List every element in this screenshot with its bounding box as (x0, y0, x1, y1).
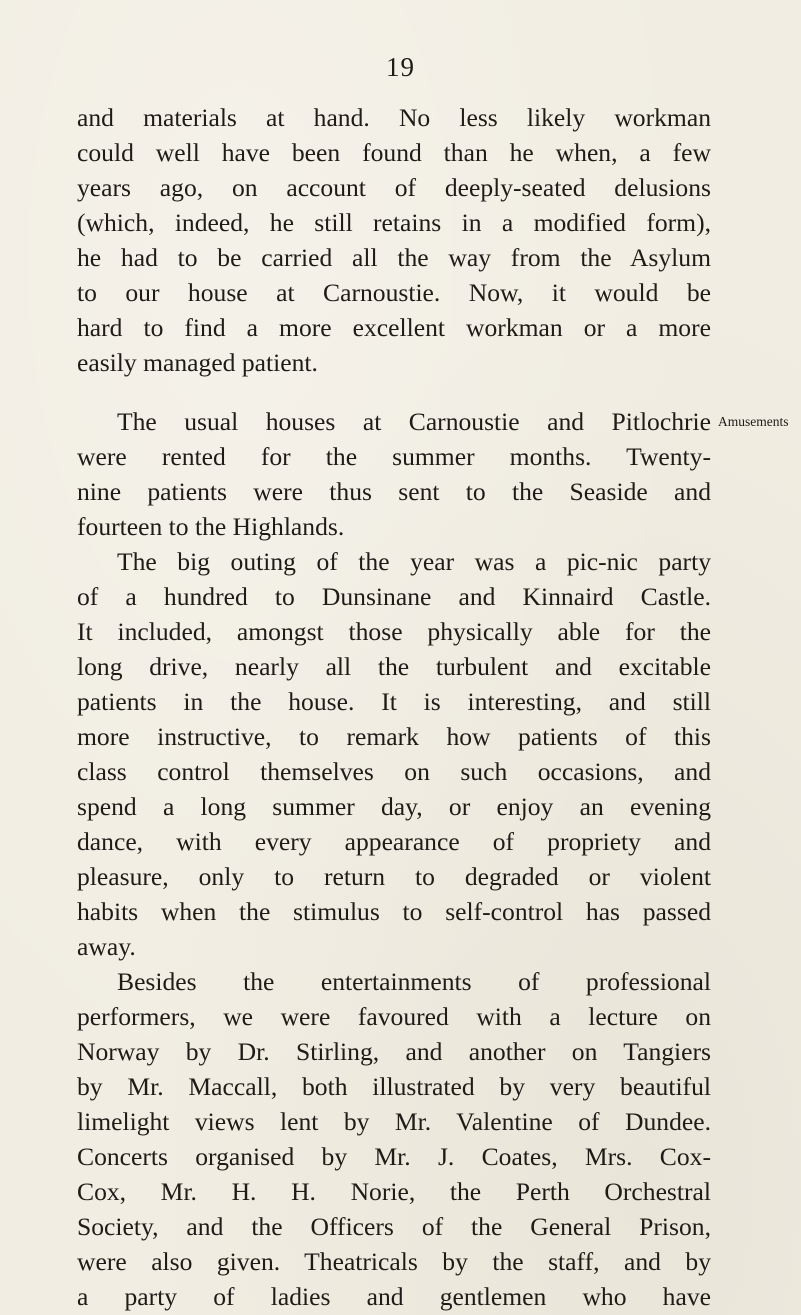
text-line: It included, amongst those physically able for the (77, 617, 711, 646)
text-line: were rented for the summer months. Twenty- (77, 442, 711, 471)
text-line: away. (77, 932, 136, 961)
margin-note: Amusements (718, 414, 789, 429)
text-line: nine patients were thus sent to the Seaside and (77, 477, 711, 506)
text-line: Concerts organised by Mr. J. Coates, Mrs. Cox- (77, 1142, 711, 1171)
text-line: The big outing of the year was a pic-nic party (117, 547, 711, 576)
text-line: Norway by Dr. Stirling, and another on Tangiers (77, 1037, 711, 1066)
text-line: of a hundred to Dunsinane and Kinnaird Castle. (77, 582, 711, 611)
text-line: spend a long summer day, or enjoy an evening (77, 792, 711, 821)
text-line: by Mr. Maccall, both illustrated by very beautiful (77, 1072, 711, 1101)
text-line: to our house at Carnoustie. Now, it would be (77, 278, 711, 307)
text-line: hard to find a more excellent workman or a more (77, 313, 711, 342)
text-line: pleasure, only to return to degraded or violent (77, 862, 711, 891)
text-line: easily managed patient. (77, 348, 318, 377)
text-line: and materials at hand. No less likely workman (77, 103, 711, 132)
text-line: could well have been found than he when, a few (77, 138, 711, 167)
text-line: class control themselves on such occasions, and (77, 757, 711, 786)
page-number: 19 (386, 52, 415, 82)
text-line: long drive, nearly all the turbulent and excitable (77, 652, 711, 681)
text-line: patients in the house. It is interesting, and still (77, 687, 711, 716)
text-line: he had to be carried all the way from the Asylum (77, 243, 711, 272)
text-line: fourteen to the Highlands. (77, 512, 345, 541)
text-line: The usual houses at Carnoustie and Pitlochrie (117, 407, 711, 436)
text-line: performers, we were favoured with a lecture on (77, 1002, 711, 1031)
text-line: dance, with every appearance of propriety and (77, 827, 711, 856)
text-line: years ago, on account of deeply-seated delusions (77, 173, 711, 202)
text-line: more instructive, to remark how patients of this (77, 722, 711, 751)
text-line: (which, indeed, he still retains in a modified form), (77, 208, 711, 237)
text-line: Society, and the Officers of the General Prison, (77, 1212, 711, 1241)
text-line: a party of ladies and gentlemen who have (77, 1282, 711, 1311)
text-line: habits when the stimulus to self-control has passed (77, 897, 711, 926)
text-line: limelight views lent by Mr. Valentine of Dundee. (77, 1107, 711, 1136)
text-line: Cox, Mr. H. H. Norie, the Perth Orchestral (77, 1177, 711, 1206)
text-line: were also given. Theatricals by the staff, and by (77, 1247, 711, 1276)
text-line: Besides the entertainments of professional (117, 967, 711, 996)
